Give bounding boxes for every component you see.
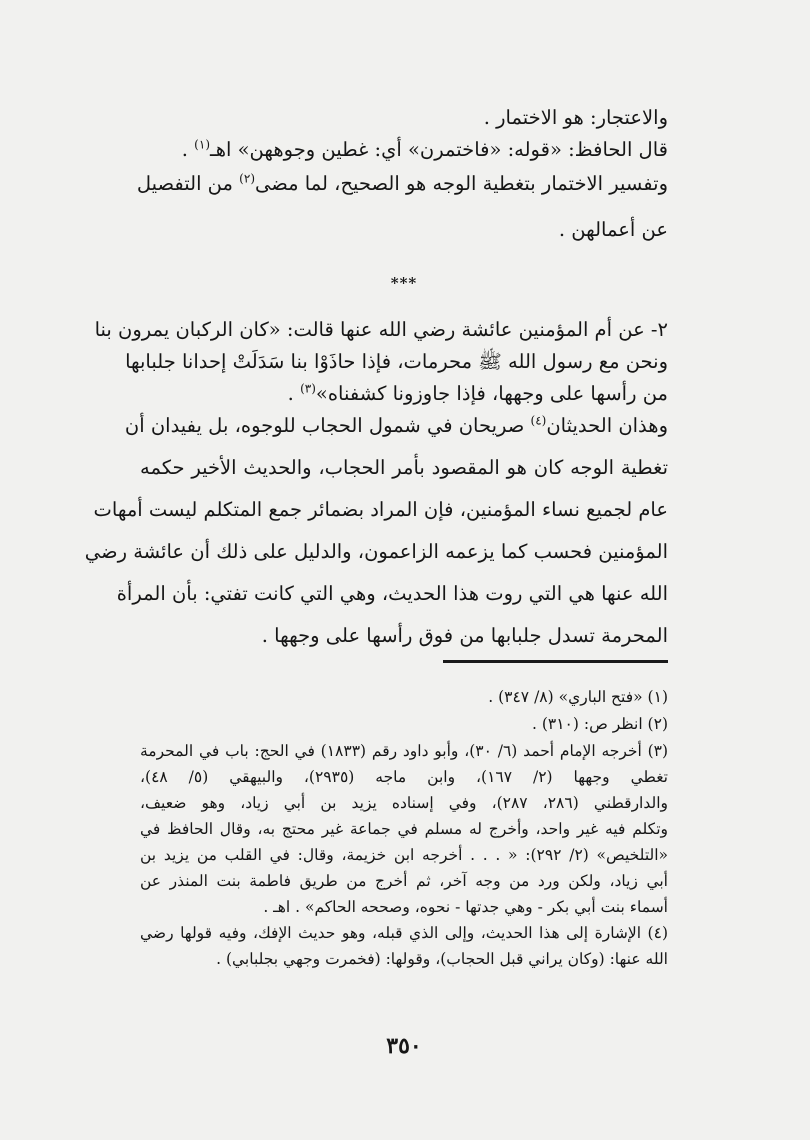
text-line: والاعتجار: هو الاختمار . [483,106,668,129]
footnote-3: أبي زياد، ولكن ورد من وجه آخر، ثم أخرج من طريق فاطمة بنت المنذر عن [140,872,668,890]
text-span: وتفسير الاختمار بتغطية الوجه هو الصحيح، لما مضى [255,172,668,195]
text-line: ٢- عن أم المؤمنين عائشة رضي الله عنها قالت: «كان الركبان يمرون بنا [94,318,668,341]
footnote-3: «التلخيص» (٢/ ٢٩٢): « . . . أخرجه ابن خزيمة، وقال: في القلب من يزيد بن [140,846,669,864]
text-span: . [181,138,195,161]
footnote-3: تغطي وجهها (٢/ ١٦٧)، وابن ماجه (٢٩٣٥)، والبيهقي (٥/ ٤٨)، [140,768,668,786]
text-line: المؤمنين فحسب كما يزعمه الزاعمون، والدليل على ذلك أن عائشة رضي [84,540,668,563]
text-line [124,410,668,442]
section-separator: *** [390,274,418,292]
footnote-3: (٣) أخرجه الإمام أحمد (٦/ ٣٠)، وأبو داود رقم (١٨٣٣) في الحج: باب في المحرمة [140,742,669,760]
footnote-ref[interactable]: (٢) [239,171,255,186]
text-span: . [287,382,301,405]
text-line: الله عنها هي التي روت هذا الحديث، وهي التي كانت تفتي: بأن المرأة [116,582,668,605]
text-line [140,134,668,166]
footnote-3: أسماء بنت أبي بكر - وهي جدتها - نحوه، وصححه الحاكم» . اهـ . [263,898,668,916]
footnote-4: (٤) الإشارة إلى هذا الحديث، وإلى الذي قبله، وهو حديث الإفك، وفيه قولها رضي [140,924,668,942]
text-line: عام لجميع نساء المؤمنين، فإن المراد بضمائر جمع المتكلم ليست أمهات [93,498,668,521]
footnote-3: وتكلم فيه غير واحد، وأخرج له مسلم في جماعة غير محتج به، وقال الحافظ في [140,820,668,838]
footnote-2: (٢) انظر ص: (٣١٠) . [531,715,668,733]
footnote-ref[interactable]: (٣) [300,381,316,396]
text-span: من رأسها على وجهها، فإذا جاوزونا كشفناه» [315,382,668,405]
text-span: صريحان في شمول الحجاب للوجوه، بل يفيدان أن [124,414,531,437]
text-line [140,378,668,410]
text-line [136,168,668,200]
footnote-ref[interactable]: (١) [194,137,210,152]
text-line: تغطية الوجه كان هو المقصود بأمر الحجاب، والحديث الأخير حكمه [140,456,668,479]
footnote-divider [443,660,668,663]
footnote-1: (١) «فتح الباري» (٨/ ٣٤٧) . [488,688,668,706]
footnote-3: والدارقطني (٢٨٦، ٢٨٧)، وفي إسناده يزيد بن أبي زياد، وهو ضعيف، [140,794,669,812]
text-span: من التفصيل [136,172,240,195]
text-line: المحرمة تسدل جلبابها من فوق رأسها على وجهها . [261,624,668,647]
footnote-ref[interactable]: (٤) [530,413,547,428]
page-number: ٣٥٠ [386,1033,422,1059]
text-span: وهذان الحديثان [546,414,668,437]
text-line: ونحن مع رسول الله ﷺ محرمات، فإذا حاذَوْا بنا سَدَلَتْ إحدانا جلبابها [125,350,668,373]
text-span: قال الحافظ: «قوله: «فاختمرن» أي: غطين وجوههن» اهـ [210,138,668,161]
footnote-4: الله عنها: (وكان يراني قبل الحجاب)، وقولها: (فخمرت وجهي بجلبابي) . [216,950,668,968]
text-line: عن أعمالهن . [558,218,668,241]
